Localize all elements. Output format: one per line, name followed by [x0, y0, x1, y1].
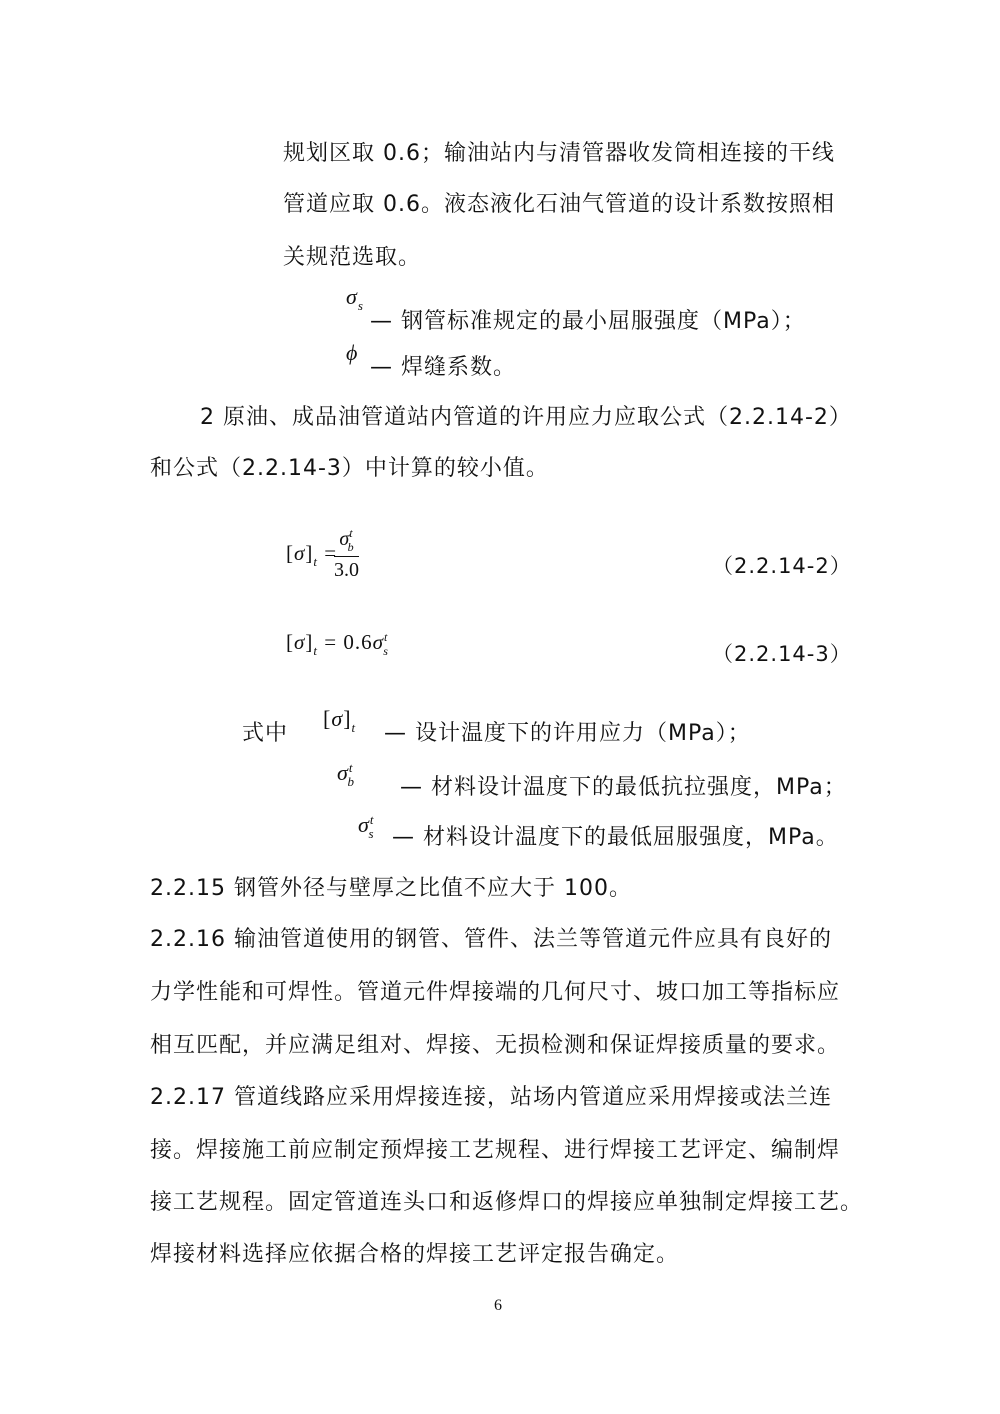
where-lead: 式中	[242, 721, 289, 746]
equation-1-fraction: $\sigma^t_b$ 3.0	[334, 526, 359, 581]
paragraph-line: 2 原油、成品油管道站内管道的许用应力应取公式（2.2.14-2）	[200, 405, 852, 430]
paragraph-line: 和公式（2.2.14-3）中计算的较小值。	[150, 456, 549, 481]
clause-number: 2.2.17	[150, 1085, 226, 1110]
symbol-sigma-s: $\sigma_s$	[346, 284, 364, 313]
paragraph-line: 关规范选取。	[283, 245, 422, 270]
definition-phi: — 焊缝系数。	[370, 355, 516, 380]
symbol-sigma-b-t: $\sigma^t_b$	[337, 760, 355, 789]
equation-2: $[\sigma]_t = 0.6\sigma^t_s$	[286, 630, 389, 658]
equation-2-coef: 0.6	[343, 630, 373, 654]
equation-1-lhs: $[\sigma]_t$ =	[286, 541, 338, 569]
paragraph-line: 规划区取 0.6；输油站内与清管器收发筒相连接的干线	[283, 141, 835, 166]
paragraph-line: 接。焊接施工前应制定预焊接工艺规程、进行焊接工艺评定、编制焊	[150, 1138, 841, 1163]
definition-sigma-t: — 设计温度下的许用应力（MPa）；	[384, 721, 751, 746]
clause-number: 2.2.15	[150, 876, 226, 901]
definition-sigma-b-t: — 材料设计温度下的最低抗拉强度，MPa；	[400, 775, 847, 800]
equation-2-number: （2.2.14-3）	[712, 642, 852, 666]
clause-text: 管道线路应采用焊接连接，站场内管道应采用焊接或法兰连	[233, 1085, 832, 1110]
symbol-phi: ϕ	[346, 340, 359, 365]
clause-number: 2.2.16	[150, 927, 226, 952]
paragraph-line: 接工艺规程。固定管道连头口和返修焊口的焊接应单独制定焊接工艺。	[150, 1190, 864, 1215]
clause-text: 钢管外径与壁厚之比值不应大于 100。	[233, 876, 632, 901]
clause-2-2-15	[150, 871, 632, 902]
paragraph-line: 管道应取 0.6。液态液化石油气管道的设计系数按照相	[283, 192, 835, 217]
paragraph-line: 焊接材料选择应依据合格的焊接工艺评定报告确定。	[150, 1242, 680, 1267]
clause-2-2-17	[150, 1080, 832, 1111]
equation-1-denominator: 3.0	[334, 559, 359, 581]
definition-sigma-s: — 钢管标准规定的最小屈服强度（MPa）；	[370, 309, 806, 334]
clause-2-2-16	[150, 922, 832, 953]
symbol-sigma-t: $[\sigma]_t$	[323, 706, 357, 735]
equation-1-number: （2.2.14-2）	[712, 554, 852, 578]
clause-text: 输油管道使用的钢管、管件、法兰等管道元件应具有良好的	[233, 927, 832, 952]
definition-sigma-s-t: — 材料设计温度下的最低屈服强度，MPa。	[392, 825, 839, 850]
paragraph-line: 力学性能和可焊性。管道元件焊接端的几何尺寸、坡口加工等指标应	[150, 980, 841, 1005]
paragraph-line: 相互匹配，并应满足组对、焊接、无损检测和保证焊接质量的要求。	[150, 1033, 841, 1058]
page-number: 6	[494, 1297, 502, 1314]
symbol-sigma-s-t: $\sigma^t_s$	[358, 812, 375, 841]
